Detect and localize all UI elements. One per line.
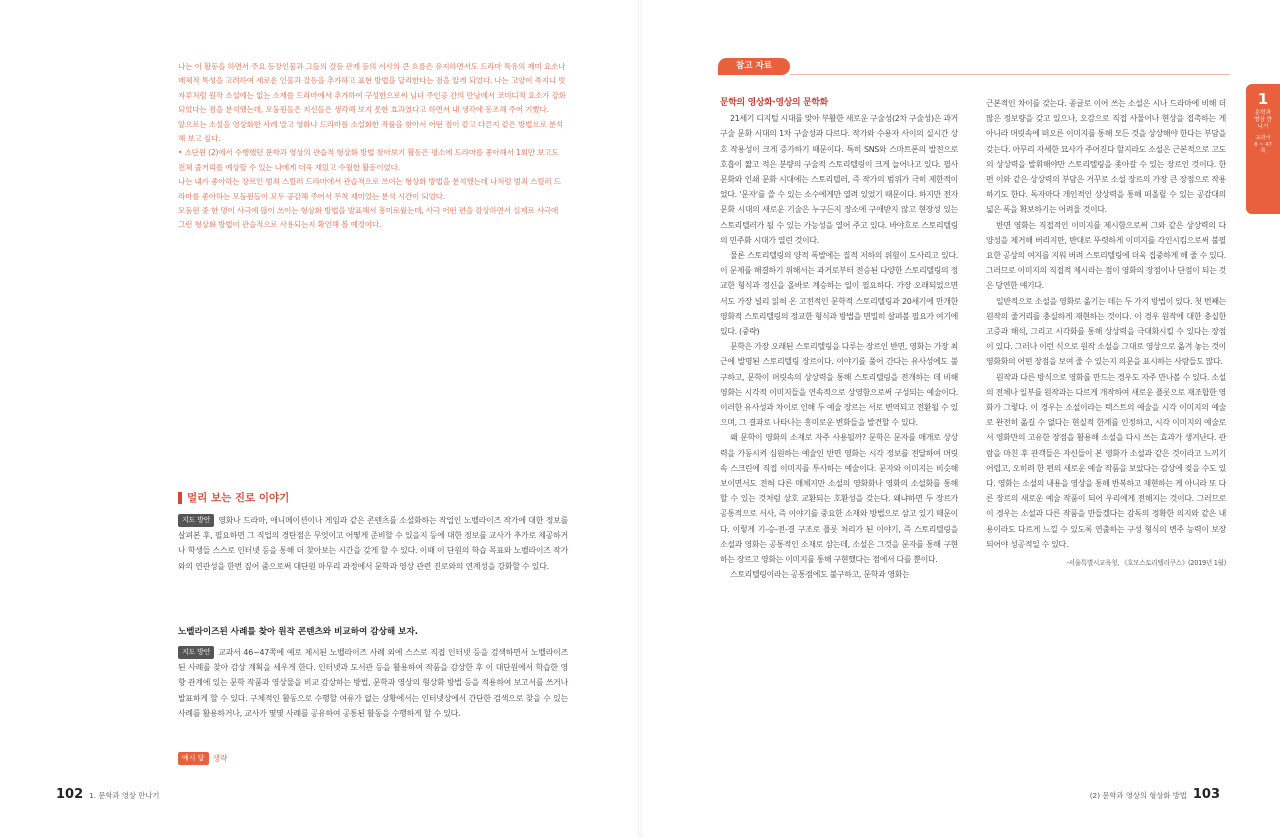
guide-paragraph <box>178 645 568 721</box>
page-number: 103 <box>1192 787 1220 802</box>
guide-tag: 지도 방안 <box>178 514 214 527</box>
left-footer <box>56 787 159 802</box>
article-paragraph: 21세기 디지털 시대를 맞아 부활한 새로운 구술성(2차 구술성)은 과거 구술 문화 시대의 1차 구술성과 다르다. 작가와 수용자 사이의 실시간 상호 작용성이 크게 증가하기 때문이다. 특히 SNS와 스마트폰의 발전으로 호흡이 짧고 적은 분량의 구술적 스토리텔링이 크게 늘어나고 있다. 필사 문화와 인쇄 문화 시대에는 스토리텔러, 즉 작가의 범위가 극히 제한적이었다. '문자'를 쓸 수 있는 소수에게만 열려 있었기 때문이다. 하지만 전자 문화 시대의 새로운 기술은 누구든지 장소에 구애받지 않고 현장성 있는 스토리텔러가 될 수 있는 가능성을 열어 주고 있다. 바야흐로 스토리텔링의 민주화 시대가 열린 것이다. <box>720 114 958 245</box>
footer-section: (2) 문학과 영상의 형상화 방법 <box>1089 791 1187 800</box>
answer-paragraph: 나는 이 활동을 하면서 주요 등장인물과 그들의 갈등 관계 등의 서사의 큰 흐름은 유지하면서도 드라마 특유의 재미 요소나 매체적 특성을 고려하여 새로운 인물과 갈등을 추가하고 표현 방법을 달리한다는 점을 알게 되었다. 나는 고양이 족지니 빗자루처럼 원작 소설에는 없는 소재를 드라마에서 추가하여 구성한으로써 님녀 주인공 간의 만남에서 코미디적 요소가 강화되었다는 점을 분석했는데, 모둠원들은 지신들은 생각해 보지 못한 효과였다고 하면서 내 생각에 동조해 주어 기뻤다. <box>178 62 566 115</box>
example-answer-block <box>178 60 566 233</box>
article-paragraph: 문학은 가장 오래된 스토리텔링을 다루는 장르인 반면, 영화는 가장 최근에 발명된 스토리텔링 장르이다. 이야기를 풀어 간다는 유사성에도 불구하고, 문학이 머릿속의 상상력을 통해 스토리텔링을 전개하는 데 비해 영화는 시각적 이미지들을 연속적으로 상영함으로써 구성되는 예술이다. 이러한 유사성과 차이로 인해 두 예술 장르는 서로 변역되고 전환될 수 있으며, 그 결과로 나타나는 흥미로운 변화들을 발견할 수 있다. <box>720 342 958 428</box>
answer-paragraph: 나는 내가 좋아하는 장르인 범죄 스릴러 드라마에서 관습적으로 쓰이는 형상화 방법을 분석했는데 나처럼 범죄 스릴러 드라마를 좋아하는 모둠원들이 모두 공감해 주어서 무척 재미있는 분석 시간이 되었다. <box>178 177 561 201</box>
reference-badge: 참고 자료 <box>718 58 790 75</box>
article-paragraph: 근본적인 차이를 갖는다. 종글로 이어 쓰는 소설은 시나 드라마에 비해 더 많은 정보량을 갖고 있으나, 오감으로 직접 사물이나 현상을 접촉하는 게 아니라 머릿속에 떠오른 이미지를 통해 모든 것을 상상해야 한다는 부담을 갖는다. 아무리 자세한 묘사가 주어진다 할지라도 소설은 근본적으로 고도의 상상력을 발휘해야만 스토리텔링을 좇아갈 수 있는 장르인 것이다. 한편 이와 같은 상상력의 부담은 거꾸로 소설 장르의 가장 큰 장점으로 작용하기도 한다. 독자마다 개인적인 상상력을 통해 떠올릴 수 있는 공감대의 넓은 폭을 확보하기는 어려울 것이다. <box>986 99 1226 215</box>
article-paragraph: 일반적으로 소설을 영화로 옮기는 데는 두 가지 방법이 있다. 첫 번째는 원작의 줄거리를 충실하게 재현하는 것이다. 이 경우 원작에 대한 충실한 고증과 해석, 그리고 시각화를 통해 상상력을 극대화시킬 수 있다는 장점이 있다. 그러나 이런 식으로 원작 소설을 그대로 영상으로 옮겨 놓는 것이 영화화의 어떤 장점을 보여 줄 수 있는지 의문을 표시하는 사람들도 많다. <box>986 296 1226 367</box>
guide-text: 교과서 46~47쪽에 예로 제시된 노벨라이즈 사례 외에 스스로 직접 인터넷 등을 검색하면서 노벨라이즈된 사례를 찾아 감상 계획을 세우게 한다. 인터넷과 도서관 등을 활용하여 작품을 감상한 후 이 대단원에서 학습한 영향 관계에 있는 문학 작품과 영상물을 비교 감상하는 방법, 문학과 영상의 형상화 방법 등을 적용하여 보고서를 쓰거나 발표하게 할 수 있다. 구체적인 활동으로 수행할 여유가 없는 상황에서는 인터넷상에서 간단한 검색으로 찾을 수 있는 사례를 활용하거나, 교사가 몇몇 사례를 공유하여 공통된 활동을 수행하게 할 수 있다. <box>178 648 568 718</box>
answer-paragraph: 앞으로는 소설을 영상화한 사례 말고 영화나 드라마를 소설화한 작품을 찾아서 어떤 점이 같고 다른지 같은 방법으로 분석해 보고 싶다. <box>178 119 564 144</box>
chapter-pages: 교과서 8 ~ 47쪽 <box>1254 135 1272 155</box>
career-text: 영화나 드라마, 애니메이션이나 게임과 같은 콘텐츠를 소설화하는 작업인 노벨라이즈 작가에 대한 정보를 살펴본 후, 필요하면 그 직업의 경탄점은 무엇이고 어떻게 준비할 수 있을지 등에 대한 정보를 교사가 추가로 제공하거나 학생들 스스로 인터넷 등을 통해 더 찾아보는 시간을 갖게 할 수 있다. 이때 이 단원의 학습 목표와 노벨라이즈 작가와의 연관성을 한번 짚어 줌으로써 대단원 마무리 과정에서 문학과 영상 관련 진로와의 연계성을 강화할 수 있다. <box>178 516 568 571</box>
chapter-title: 문학과 영상 만나기 <box>1254 110 1272 130</box>
page-number: 102 <box>56 787 84 802</box>
activity-subheading: 노벨라이즈된 사례를 찾아 원작 콘텐츠와 비교하여 감상해 보자. <box>178 627 419 637</box>
heading-bar-icon <box>178 492 182 504</box>
article-paragraph: 반면 영화는 직접적인 이미지를 제시함으로써 그와 같은 상상력의 다양성을 제거해 버리지만, 반대로 뚜렷하게 이미지를 각인시킴으로써 불필요한 공상의 여지를 지워 버려 스토리텔링에 더욱 집중하게 해 줄 수 있다. 그러므로 이미지의 직접적 제시라는 점이 영화의 장점이나 단점이 되는 것은 당연한 얘기다. <box>986 220 1226 291</box>
career-title: 멀리 보는 진로 이야기 <box>187 492 290 504</box>
article-title: 문학의 영상화·영상의 문학화 <box>720 98 828 108</box>
chapter-number: 1 <box>1257 90 1269 108</box>
article-paragraph: 왜 문학이 영화의 소재로 자주 사용될까? 문학은 문자를 매개로 상상력을 가동시켜 심원하는 예술인 반면 영화는 시각 정보를 전달하여 머릿속 스크린에 직접 이미지를 투사하는 예술이다. 문자와 이미지는 비슷해 보이면서도 전혀 다른 매체지만 소설의 영화화나 영화의 소설화를 통해 할 수 있는 것처럼 상호 교환되는 호환성을 갖는다. 왜냐하면 두 장르가 공통적으로 서사, 즉 이야기를 중요한 소재와 방법으로 삼고 있기 때문이다. 이렇게 기-승-전-결 구조로 플롯 처리가 된 이야기, 즉 스토리텔링을 소설과 영화는 공통적인 소재로 삼는데, 소설은 그것을 문자를 통해 구현하는 장르고 영화는 이미지를 통해 구현했다는 점에서 다를 뿐이다. <box>720 433 958 565</box>
example-answer: 생략 <box>212 754 228 763</box>
career-section-heading <box>178 490 289 505</box>
answer-paragraph: • 소단원 (2)에서 수행했던 문학과 영상의 관습적 형상화 방법 찾아보기 활동은 평소에 드라마를 좋아해서 1회만 보고도 전체 줄거리를 예상할 수 있는 나에게 더욱 재밌고 수월한 활동이었다. <box>178 148 559 172</box>
chapter-side-tab[interactable] <box>1246 84 1280 214</box>
article-paragraph: 원작과 다른 방식으로 영화를 만드는 경우도 자주 만나볼 수 있다. 소설의 전체나 일부를 원작과는 다르게 개작하여 새로운 플롯으로 재조합한 영화가 그렇다. 이 경우는 소설이라는 텍스트의 예술을 시각 이미지의 예술로 완전히 옮길 수 없다는 현실적 한계를 인정하고, 시각 이미지의 예술로서 영화만의 고유한 장점을 활용해 소설을 다시 쓰는 효과가 생겨난다. 관람을 마친 후 관객들은 자신들이 본 영화가 소설과 같은 것이라고 느끼기 어렵고, 오히려 한 편의 새로운 예술 작품을 보았다는 감상에 젖을 수도 있다. 영화는 소설의 내용을 영상을 통해 반복하고 재현하는 게 아니라 또 다른 장르의 새로운 예술 작품이 되어 우리에게 전해지는 것이다. 그러므로 이 경우는 소설과 다른 작품을 만들겠다는 감독의 정확한 의지와 같은 내용이라도 다르게 느낄 수 있도록 연출하는 구성 형식의 변주 능력이 보장되어야 성공적일 수 있다. <box>986 372 1226 549</box>
answer-paragraph: 모둠원 중 한 명이 사극에 많이 쓰이는 형상화 방법을 발표해서 흥미로웠는데, 사극 어떤 편을 감상하면서 실제로 사극에 그런 형상화 방법이 관습적으로 사용되는지 확인해 볼 예정이다. <box>178 206 559 230</box>
article-source: -서울특별시교육청, 《호모스토리텔리쿠스》(2019년 1월) <box>1066 559 1226 568</box>
page-gutter <box>638 0 642 838</box>
guide-tag: 지도 방안 <box>178 646 214 659</box>
right-footer <box>1090 787 1220 802</box>
article-paragraph: 스토리텔링이라는 공통점에도 불구하고, 문학과 영화는 <box>730 570 910 580</box>
article-column-a <box>720 96 958 583</box>
career-paragraph <box>178 513 568 574</box>
divider <box>790 74 1230 75</box>
example-tag: 예시 답 <box>178 752 209 765</box>
footer-chapter: 1. 문학과 영상 만나기 <box>89 791 160 800</box>
example-answer-line <box>178 752 228 765</box>
article-paragraph: 물론 스토리텔링의 양적 폭발에는 질적 저하의 위험이 도사리고 있다. 이 문제를 해결하기 위해서는 과거로부터 전승된 다양한 스토리텔링의 정교한 형식과 정신을 올바로 계승하는 일이 필요하다. 가장 오래되었으면서도 가장 널리 읽혀 온 고전적인 문학적 스토리텔링과 20세기에 만개한 영화적 스토리텔링의 정교한 형식과 방법을 면밀히 살펴볼 필요가 여기에 있다. (중략) <box>720 251 958 337</box>
article-column-b <box>986 96 1226 571</box>
